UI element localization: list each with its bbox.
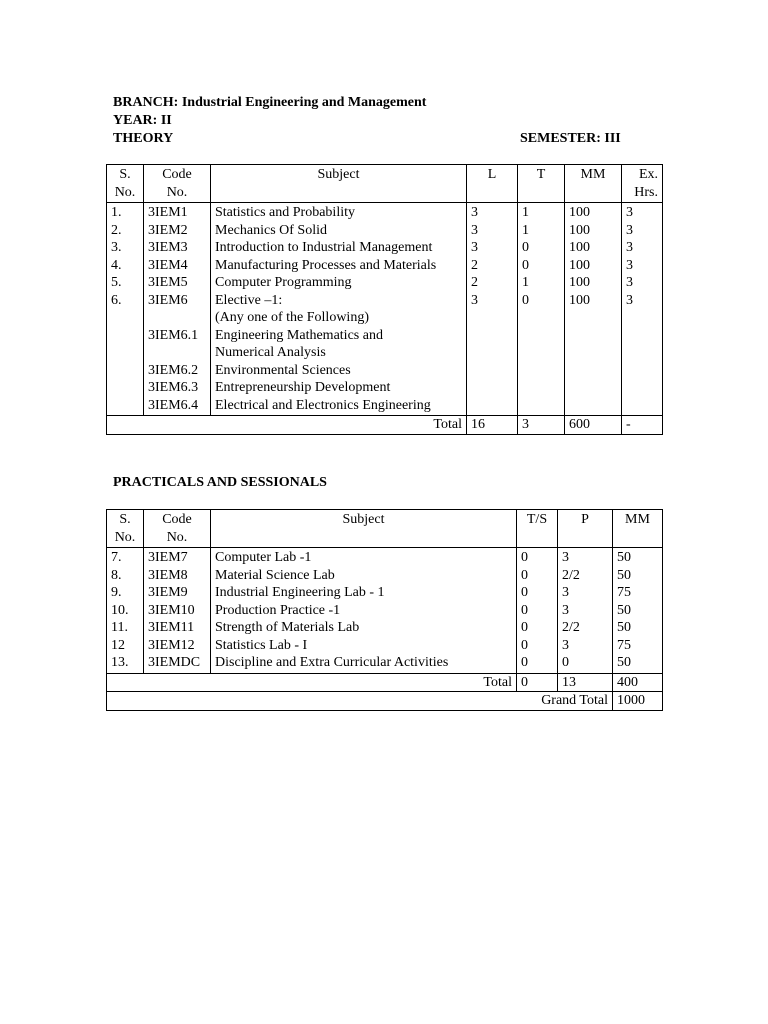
theory-mm-cell — [565, 203, 622, 416]
theory-t-cell — [518, 203, 565, 416]
practicals-total-row — [107, 673, 663, 692]
theory-exhrs: 3 — [626, 205, 633, 220]
p-col-sno-header: S. No. — [107, 510, 144, 548]
p-col-ts-header: T/S — [517, 510, 558, 548]
practicals-mm: 75 — [617, 585, 631, 600]
theory-code — [148, 309, 206, 327]
col-subject-header: Subject — [211, 165, 467, 203]
practicals-code: 3IEM7 — [148, 550, 188, 565]
theory-mm: 100 — [569, 275, 590, 290]
practicals-subject: Industrial Engineering Lab - 1 — [215, 585, 385, 600]
theory-exhrs: 3 — [626, 275, 633, 290]
theory-subject: Manufacturing Processes and Materials — [215, 257, 437, 273]
practicals-total-mm: 400 — [613, 673, 663, 692]
theory-total-l: 16 — [467, 416, 518, 435]
practicals-mm: 50 — [617, 655, 631, 670]
practicals-subject: Statistics Lab - I — [215, 637, 308, 653]
practicals-sno: 8. — [111, 567, 122, 583]
col-exhrs-header: Ex. Hrs. — [622, 165, 663, 203]
practicals-total-p: 13 — [558, 673, 613, 692]
practicals-mm: 50 — [617, 620, 631, 635]
grand-total-label: Grand Total — [107, 692, 613, 711]
theory-sno: 3. — [111, 240, 122, 255]
theory-exhrs: 3 — [626, 240, 633, 255]
theory-t: 0 — [522, 257, 529, 273]
theory-subject: Introduction to Industrial Management — [215, 240, 433, 255]
practicals-ts: 0 — [521, 585, 528, 600]
theory-exhrs: 3 — [626, 257, 633, 273]
practicals-p: 2/2 — [562, 620, 580, 635]
theory-code: 3IEM1 — [148, 205, 188, 220]
practicals-subject: Material Science Lab — [215, 567, 335, 583]
practicals-sno-cell — [107, 548, 144, 674]
theory-subject-cell — [211, 203, 467, 416]
theory-exhrs-cell — [622, 203, 663, 416]
practicals-p: 3 — [562, 637, 569, 653]
theory-subject: Entrepreneurship Development — [215, 380, 391, 395]
practicals-code-cell — [144, 548, 211, 674]
theory-subject: Statistics and Probability — [215, 205, 355, 220]
grand-total-mm: 1000 — [613, 692, 663, 711]
practicals-code: 3IEM12 — [148, 637, 195, 653]
theory-t: 0 — [522, 292, 529, 308]
theory-mm: 100 — [569, 257, 590, 273]
practicals-p: 0 — [562, 655, 569, 670]
practicals-code: 3IEMDC — [148, 655, 201, 670]
theory-sno-cell — [107, 203, 144, 416]
theory-sno: 1. — [111, 205, 122, 220]
practicals-ts: 0 — [521, 637, 528, 653]
theory-total-t: 3 — [518, 416, 565, 435]
p-col-p-header: P — [558, 510, 613, 548]
practicals-mm: 50 — [617, 550, 631, 565]
theory-l: 2 — [471, 275, 478, 290]
theory-subject: Elective –1: — [215, 292, 283, 308]
theory-subject: (Any one of the Following) — [215, 310, 369, 325]
theory-total-label: Total — [107, 416, 467, 435]
practicals-total-ts: 0 — [517, 673, 558, 692]
theory-sno: 2. — [111, 222, 122, 238]
theory-mm: 100 — [569, 205, 590, 220]
theory-t: 1 — [522, 205, 529, 220]
theory-sno: 5. — [111, 275, 122, 290]
practicals-body-row — [107, 548, 663, 674]
col-t-header: T — [518, 165, 565, 203]
practicals-sno: 9. — [111, 585, 122, 600]
practicals-subject: Strength of Materials Lab — [215, 620, 360, 635]
practicals-ts: 0 — [521, 567, 528, 583]
col-l-header: L — [467, 165, 518, 203]
theory-l: 3 — [471, 222, 478, 238]
theory-code: 3IEM6.1 — [148, 327, 199, 343]
practicals-sno: 10. — [111, 602, 129, 618]
practicals-p: 3 — [562, 585, 569, 600]
theory-code: 3IEM6.4 — [148, 397, 199, 413]
theory-code: 3IEM4 — [148, 257, 188, 273]
theory-sno: 6. — [111, 292, 122, 308]
practicals-total-label: Total — [107, 673, 517, 692]
practicals-subject: Production Practice -1 — [215, 602, 341, 618]
col-code-header: Code No. — [144, 165, 211, 203]
practicals-mm: 50 — [617, 567, 631, 583]
practicals-sno: 12 — [111, 637, 125, 653]
practicals-code: 3IEM8 — [148, 567, 188, 583]
theory-t: 1 — [522, 275, 529, 290]
theory-code: 3IEM6.3 — [148, 380, 199, 395]
theory-subject: Electrical and Electronics Engineering — [215, 397, 431, 413]
theory-subject: Computer Programming — [215, 275, 352, 290]
theory-sno: 4. — [111, 257, 122, 273]
theory-subject: Engineering Mathematics and — [215, 327, 383, 343]
practicals-heading: PRACTICALS AND SESSIONALS — [113, 475, 327, 490]
theory-exhrs: 3 — [626, 222, 633, 238]
theory-code — [148, 344, 206, 362]
practicals-ts: 0 — [521, 550, 528, 565]
theory-code: 3IEM5 — [148, 275, 188, 290]
practicals-sno: 13. — [111, 655, 129, 670]
branch-heading: BRANCH: Industrial Engineering and Management — [113, 95, 427, 110]
practicals-ts: 0 — [521, 602, 528, 618]
p-col-mm-header: MM — [613, 510, 663, 548]
theory-header-row — [107, 165, 663, 203]
theory-t: 1 — [522, 222, 529, 238]
theory-body-row — [107, 203, 663, 416]
practicals-sno: 7. — [111, 550, 122, 565]
theory-l: 3 — [471, 205, 478, 220]
p-col-subject-header: Subject — [211, 510, 517, 548]
theory-code: 3IEM6.2 — [148, 362, 199, 378]
practicals-mm: 75 — [617, 637, 631, 653]
col-sno-header: S. No. — [107, 165, 144, 203]
practicals-header-row — [107, 510, 663, 548]
col-mm-header: MM — [565, 165, 622, 203]
theory-code: 3IEM2 — [148, 222, 188, 238]
theory-subject: Mechanics Of Solid — [215, 222, 327, 238]
practicals-code: 3IEM11 — [148, 620, 195, 635]
practicals-ts-cell — [517, 548, 558, 674]
practicals-ts: 0 — [521, 620, 528, 635]
theory-t: 0 — [522, 240, 529, 255]
p-col-code-header: Code No. — [144, 510, 211, 548]
practicals-table — [106, 509, 663, 711]
practicals-mm: 50 — [617, 602, 631, 618]
practicals-p-cell — [558, 548, 613, 674]
theory-total-row — [107, 416, 663, 435]
theory-code: 3IEM6 — [148, 292, 188, 308]
theory-subject: Numerical Analysis — [215, 345, 326, 360]
grand-total-row — [107, 692, 663, 711]
theory-table — [106, 164, 663, 435]
theory-subject: Environmental Sciences — [215, 362, 351, 378]
theory-l: 2 — [471, 257, 478, 273]
theory-l: 3 — [471, 240, 478, 255]
practicals-subject: Computer Lab -1 — [215, 550, 312, 565]
theory-heading: THEORY — [113, 131, 174, 146]
practicals-mm-cell — [613, 548, 663, 674]
year-heading: YEAR: II — [113, 113, 172, 128]
practicals-ts: 0 — [521, 655, 528, 670]
practicals-sno: 11. — [111, 620, 128, 635]
theory-total-mm: 600 — [565, 416, 622, 435]
practicals-subject-cell — [211, 548, 517, 674]
theory-l-cell — [467, 203, 518, 416]
theory-code-cell — [144, 203, 211, 416]
practicals-subject: Discipline and Extra Curricular Activities — [215, 655, 449, 670]
practicals-p: 3 — [562, 550, 569, 565]
theory-mm: 100 — [569, 292, 590, 308]
practicals-code: 3IEM9 — [148, 585, 188, 600]
practicals-p: 2/2 — [562, 567, 580, 583]
practicals-p: 3 — [562, 602, 569, 618]
practicals-code: 3IEM10 — [148, 602, 195, 618]
theory-mm: 100 — [569, 222, 590, 238]
semester-heading: SEMESTER: III — [520, 131, 621, 146]
theory-mm: 100 — [569, 240, 590, 255]
theory-l: 3 — [471, 292, 478, 308]
theory-total-exhrs: - — [622, 416, 663, 435]
theory-exhrs: 3 — [626, 292, 633, 308]
theory-code: 3IEM3 — [148, 240, 188, 255]
